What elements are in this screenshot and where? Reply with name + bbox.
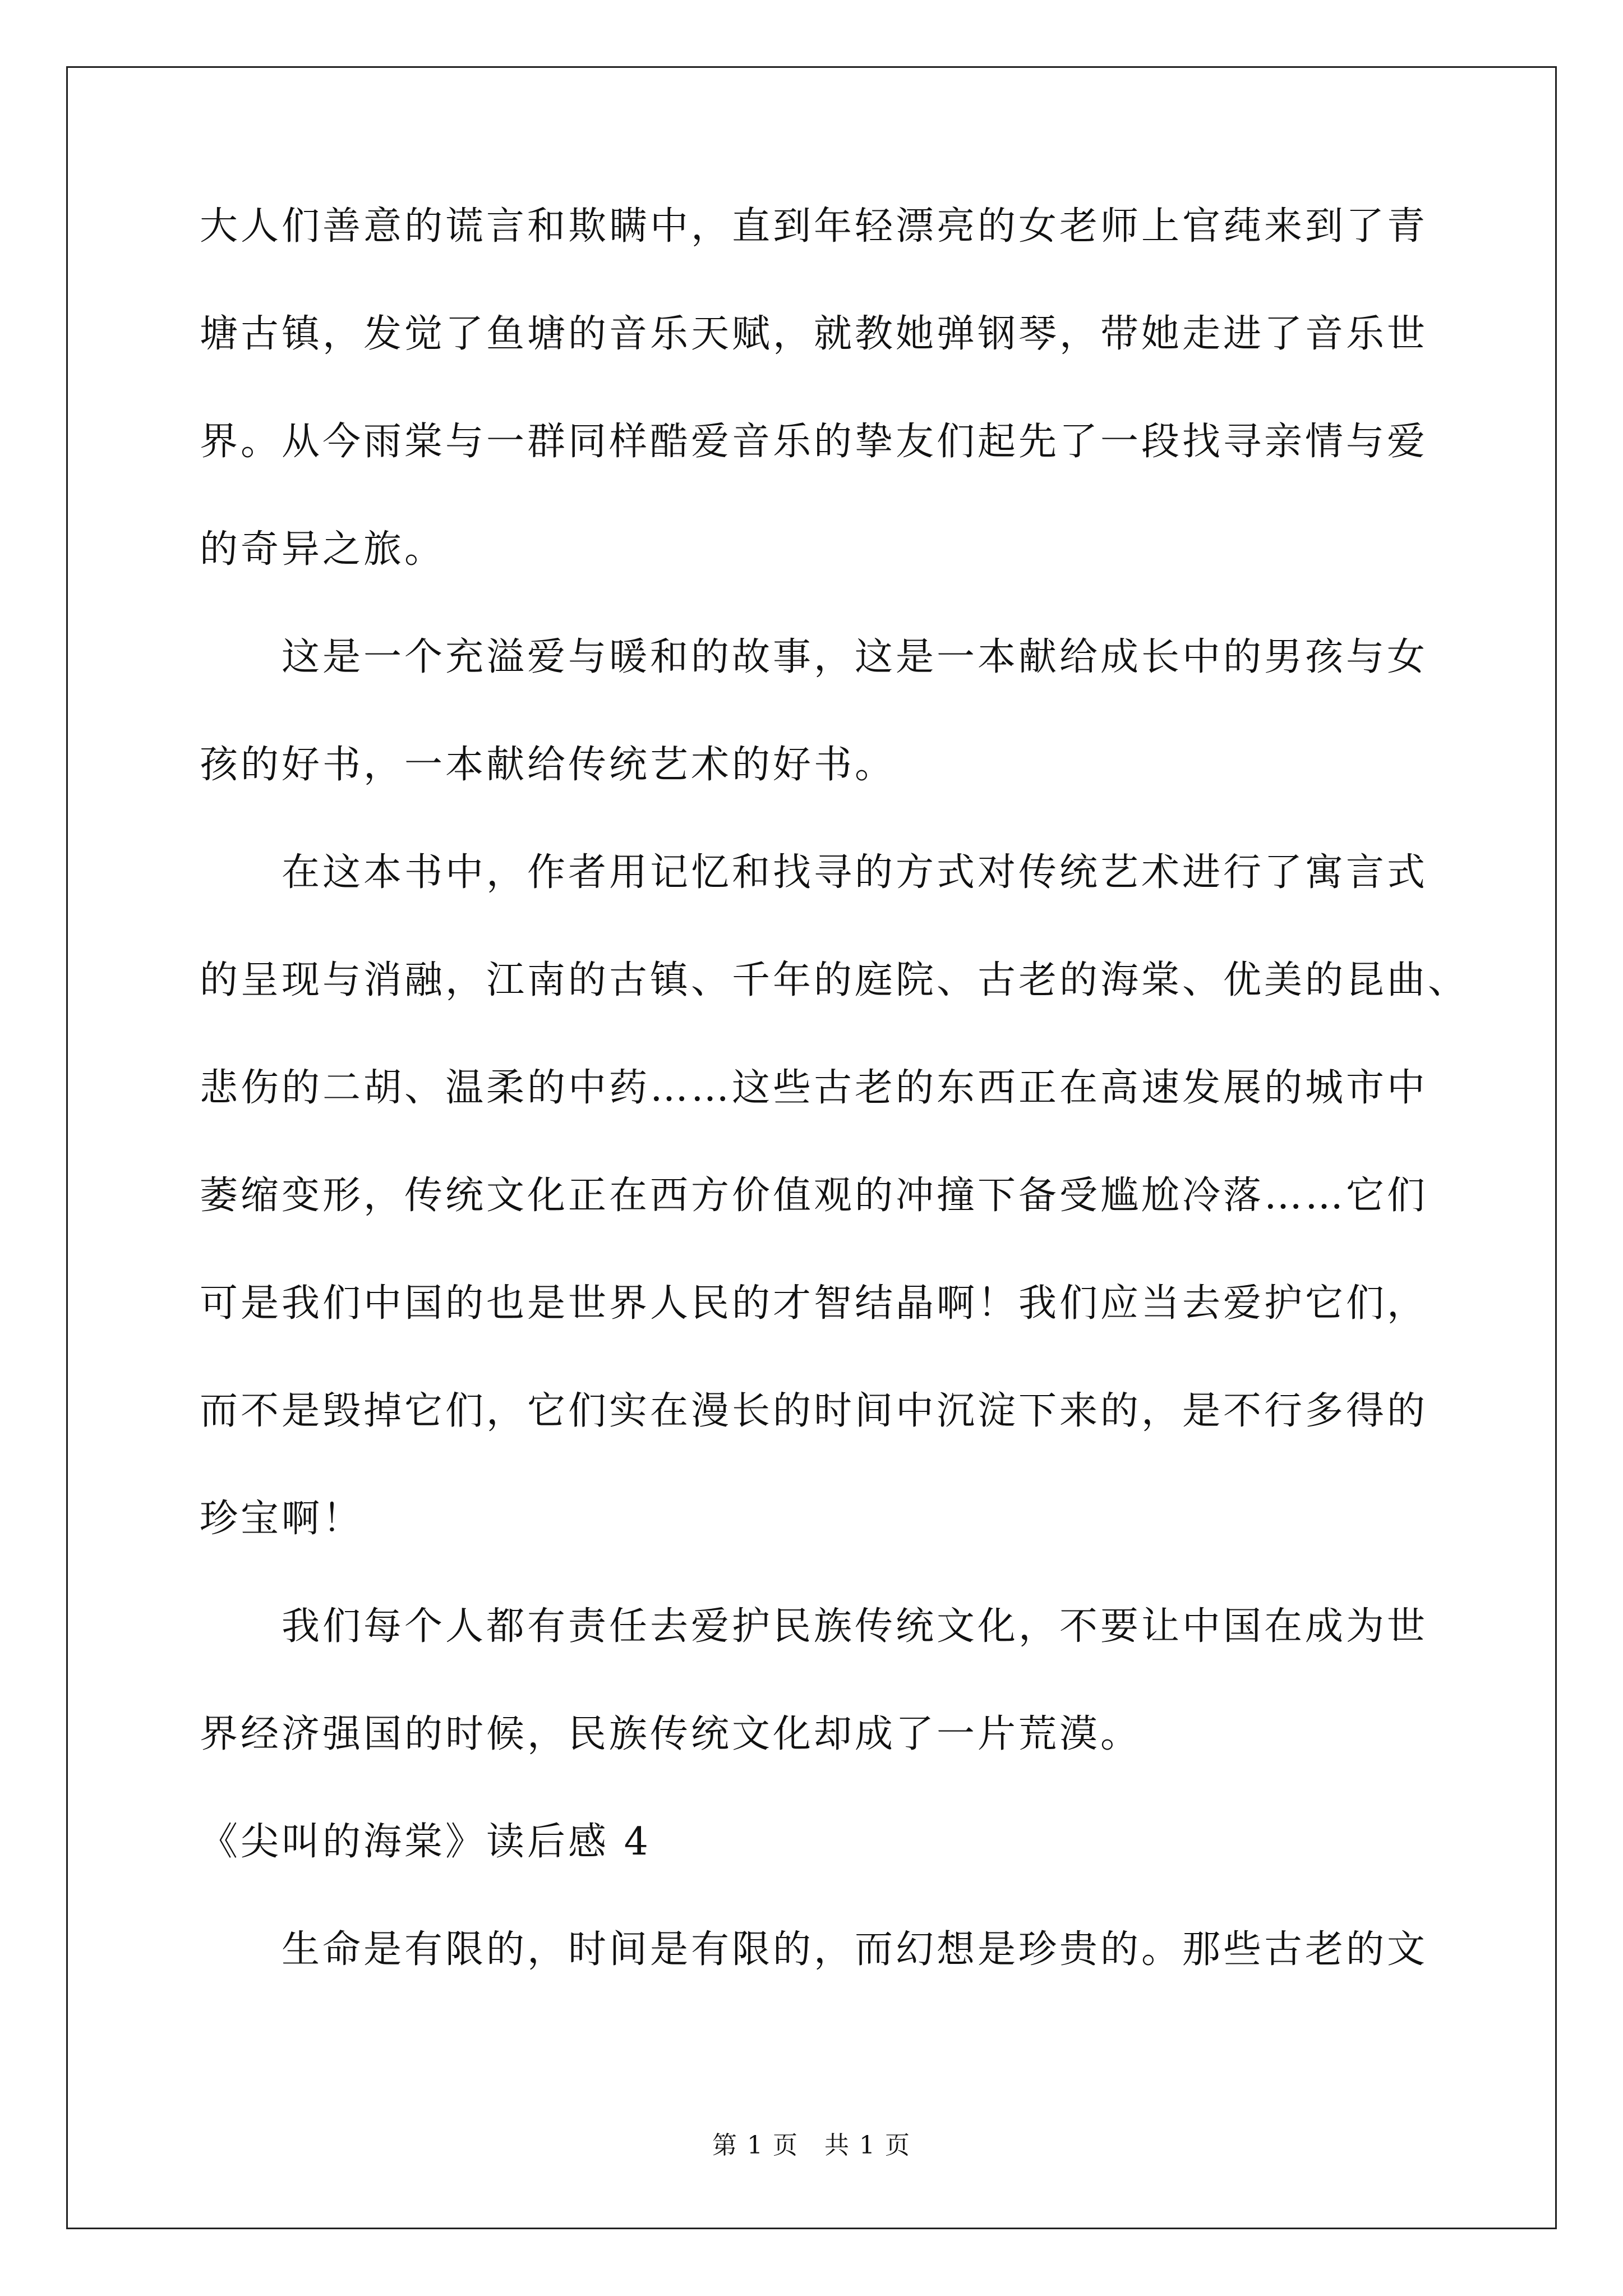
text-line: 悲伤的二胡、温柔的中药……这些古老的东西正在高速发展的城市中 [200,1066,1428,1110]
text-line: 大人们善意的谎言和欺瞒中，直到年轻漂亮的女老师上官莼来到了青 [200,204,1428,249]
paragraph-first-line: 在这本书中，作者用记忆和找寻的方式对传统艺术进行了寓言式 [282,850,1428,895]
text-line: 可是我们中国的也是世界人民的才智结晶啊！我们应当去爱护它们， [200,1281,1428,1326]
text-line: 珍宝啊！ [200,1497,364,1541]
text-line: 的呈现与消融，江南的古镇、千年的庭院、古老的海棠、优美的昆曲、 [200,958,1469,1002]
text-line: 而不是毁掉它们，它们实在漫长的时间中沉淀下来的，是不行多得的 [200,1389,1428,1433]
text-line: 萎缩变形，传统文化正在西方价值观的冲撞下备受尴尬冷落……它们 [200,1174,1428,1218]
page-footer: 第 1 页 共 1 页 [712,2131,911,2160]
section-heading: 《尖叫的海棠》读后感 4 [200,1820,651,1864]
text-line: 界。从今雨棠与一群同样酷爱音乐的挚友们起先了一段找寻亲情与爱 [200,420,1428,464]
paragraph-first-line: 生命是有限的，时间是有限的，而幻想是珍贵的。那些古老的文 [282,1927,1428,1972]
document-body [200,204,1469,2039]
text-line: 孩的好书，一本献给传统艺术的好书。 [200,743,896,787]
paragraph-first-line: 我们每个人都有责任去爱护民族传统文化，不要让中国在成为世 [282,1604,1428,1649]
text-line: 塘古镇，发觉了鱼塘的音乐天赋，就教她弹钢琴，带她走进了音乐世 [200,312,1428,356]
text-line: 的奇异之旅。 [200,527,446,572]
paragraph-first-line: 这是一个充溢爱与暖和的故事，这是一本献给成长中的男孩与女 [282,635,1428,679]
text-line: 界经济强国的时候，民族传统文化却成了一片荒漠。 [200,1712,1142,1756]
